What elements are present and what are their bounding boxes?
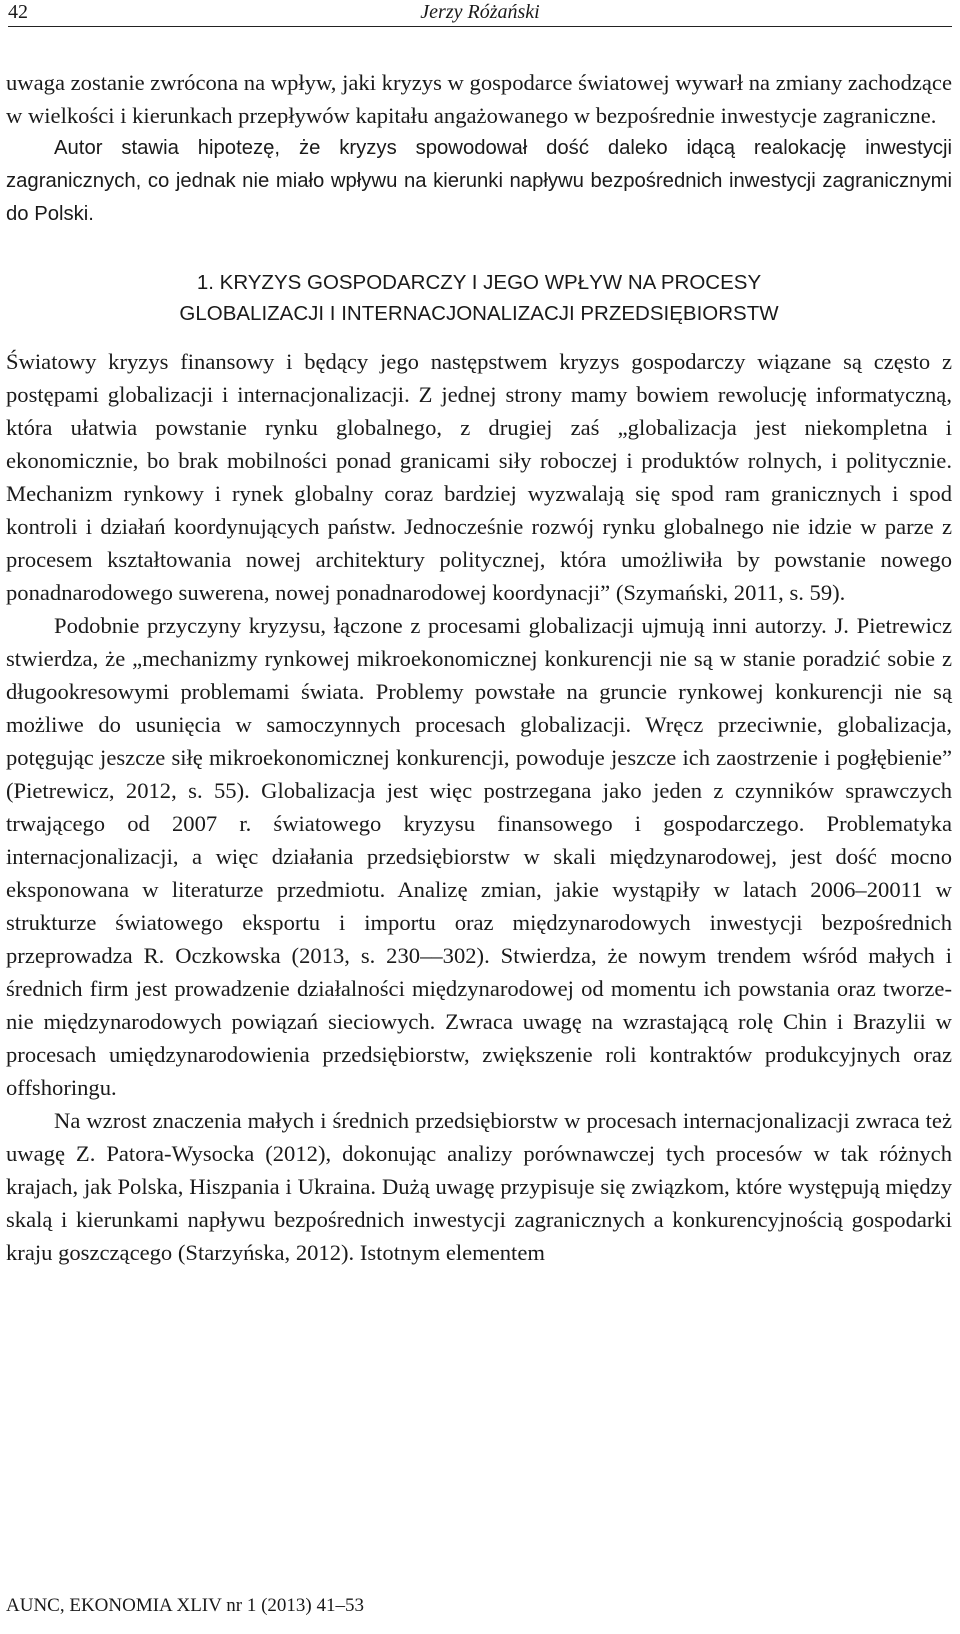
body-paragraph-2: Podobnie przyczyny kryzysu, łączone z procesami globalizacji ujmują inni autorzy. J. Pietrewicz stwierdza, że „mechanizmy rynkowej mikroekonomicznej konkurencji nie są w stanie poradzić sobie z długookresowymi problemami świata. Problemy powstałe na gruncie rynkowej konkurencji nie są możliwe do usunięcia w samoczynnych procesach globalizacji. Wręcz przeciwnie, globalizacja, potęgując jeszcze siłę mikroekonomicznej konkurencji, powoduje jeszcze ich zaostrzenie i pogłębienie” (Pietrewicz, 2012, s. 55). Globalizacja jest więc postrzegana jako jeden z czynników sprawczych trwającego od 2007 r. światowego kryzysu finansowego i gospodarczego. Problematyka internacjonalizacji, a więc działania przedsiębiorstw w skali międzynarodowej, jest dość mocno eksponowana w literaturze przedmiotu. Analizę zmian, jakie wystąpiły w latach 2006–20011 w strukturze światowego eksportu i importu oraz międzynarodowych inwestycji bezpośrednich przeprowadza R. Oczkowska (2013, s. 230––302). Stwierdza, że nowym trendem wśród małych i średnich firm jest prowadzenie działalności międzynarodowej od momentu ich powstania oraz tworzenie międzynarodowych powiązań sieciowych. Zwraca uwagę na wzrastającą rolę Chin i Brazylii w procesach umiędzynarodowienia przedsiębiorstw, zwiększenie roli kontraktów produkcyjnych oraz offshoringu. (6, 613, 952, 1100)
intro-paragraph: uwaga zostanie zwrócona na wpływ, jaki kryzys w gospodarce światowej wywarł na zmiany zachodzące w wielkości i kierunkach przepływów kapitału angażowanego w bezpośrednie inwestycje zagraniczne. (6, 70, 952, 128)
section-heading-line-2: GLOBALIZACJI I INTERNACJONALIZACJI PRZEDSIĘBIORSTW (179, 302, 779, 325)
section-heading (6, 267, 952, 329)
running-head-author: Jerzy Różański (420, 1, 540, 23)
page-body (6, 66, 952, 1269)
section-heading-line-1: 1. KRYZYS GOSPODARCZY I JEGO WPŁYW NA PROCESY (196, 271, 762, 294)
body-paragraph-3: Na wzrost znaczenia małych i średnich przedsiębiorstw w procesach internacjonalizacji zwraca też uwagę Z. Patora-Wysocka (2012), dokonując analizy porównawczej tych procesów w tak różnych krajach, jak Polska, Hiszpania i Ukraina. Dużą uwagę przypisuje się związkom, które występują między skalą i kierunkami napływu bezpośrednich inwestycji zagranicznych a konkurencyjnością gospodarki kraju goszczącego (Starzyńska, 2012). Istotnym elementem (6, 1108, 952, 1265)
journal-citation-footer: AUNC, EKONOMIA XLIV nr 1 (2013) 41–53 (6, 1595, 364, 1616)
page-number: 42 (8, 1, 28, 23)
body-paragraph-1: Światowy kryzys finansowy i będący jego następstwem kryzys gospodarczy wiązane są często z postępami globalizacji i internacjonalizacji. Z jednej strony mamy bowiem rewolucję informatyczną, która ułatwia powstanie rynku globalnego, z drugiej zaś „globalizacja jest niekompletna i ekonomicznie, bo brak mobilności ponad granicami siły roboczej i produktów rolnych, i politycznie. Mechanizm rynkowy i rynek globalny coraz bardziej wyzwalają się spod ram granicznych i spod kontroli i działań koordynujących państw. Jednocześnie rozwój rynku globalnego nie idzie w parze z procesem kształtowania nowej architektury politycznej, która umożliwiła by powstanie nowego ponadnarodowego suwerena, nowej ponadnarodowej koordynacji” (Szymański, 2011, s. 59). (6, 349, 952, 605)
hypothesis-paragraph: Autor stawia hipotezę, że kryzys spowodował dość daleko idącą realokację inwestycji zagranicznych, co jednak nie miało wpływu na kierunki napływu bezpośrednich inwestycji zagranicznymi do Polski. (6, 137, 952, 225)
page-header (8, 0, 952, 27)
